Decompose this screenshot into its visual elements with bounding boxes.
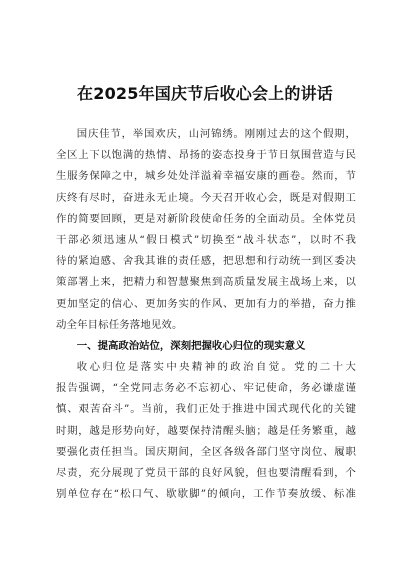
document-body — [56, 124, 356, 505]
text-line: 动全年目标任务落地见效。 — [56, 318, 183, 331]
document-title: 在2025年国庆节后收心会上的讲话 — [77, 84, 333, 103]
text-line: 全区上下以饱满的热情、昂扬的姿态投身于节日氛围营造与民 — [56, 149, 356, 162]
text-line: 干部必须迅速从“假日模式”切换至“战斗状态”，以时不我 — [56, 233, 356, 246]
text-line: 国庆佳节，举国欢庆，山河锦绣。刚刚过去的这个假期， — [76, 128, 356, 140]
text-line: 时期，越是形势向好，越要保持清醒头脑；越是任务繁重，越 — [56, 424, 356, 437]
section-heading: 一、提高政治站位，深刻把握收心归位的现实意义 — [76, 339, 306, 352]
text-line: 策部署上来，把精力和智慧聚焦到高质量发展主战场上来，以 — [56, 276, 356, 289]
paragraph-intro — [56, 124, 356, 336]
text-line: 要强化责任担当。国庆期间，全区各级各部门坚守岗位、履职 — [56, 445, 356, 458]
text-line: 别单位存在“松口气、歇歇脚”的倾向，工作节奏放缓、标准 — [56, 488, 356, 501]
text-line: 作的简要回顾，更是对新阶段使命任务的全面动员。全体党员 — [56, 212, 356, 225]
paragraph-section-1 — [56, 357, 356, 505]
text-line: 生服务保障之中，城乡处处洋溢着幸福安康的画卷。然而，节 — [56, 170, 356, 183]
text-line: 收心归位是落实中央精神的政治自觉。党的二十大 — [76, 361, 356, 374]
text-line: 尽责，充分展现了党员干部的良好风貌，但也要清醒看到，个 — [56, 467, 356, 479]
text-line: 待的紧迫感、舍我其谁的责任感，把思想和行动统一到区委决 — [56, 255, 356, 268]
text-line: 慎、艰苦奋斗”。当前，我们正处于推进中国式现代化的关键 — [56, 403, 356, 416]
text-line: 报告强调，“全党同志务必不忘初心、牢记使命，务必谦虚谨 — [56, 382, 356, 395]
text-line: 更加坚定的信心、更加务实的作风、更加有力的举措，奋力推 — [56, 297, 356, 310]
text-line: 庆终有尽时，奋进永无止境。今天召开收心会，既是对假期工 — [56, 191, 356, 204]
